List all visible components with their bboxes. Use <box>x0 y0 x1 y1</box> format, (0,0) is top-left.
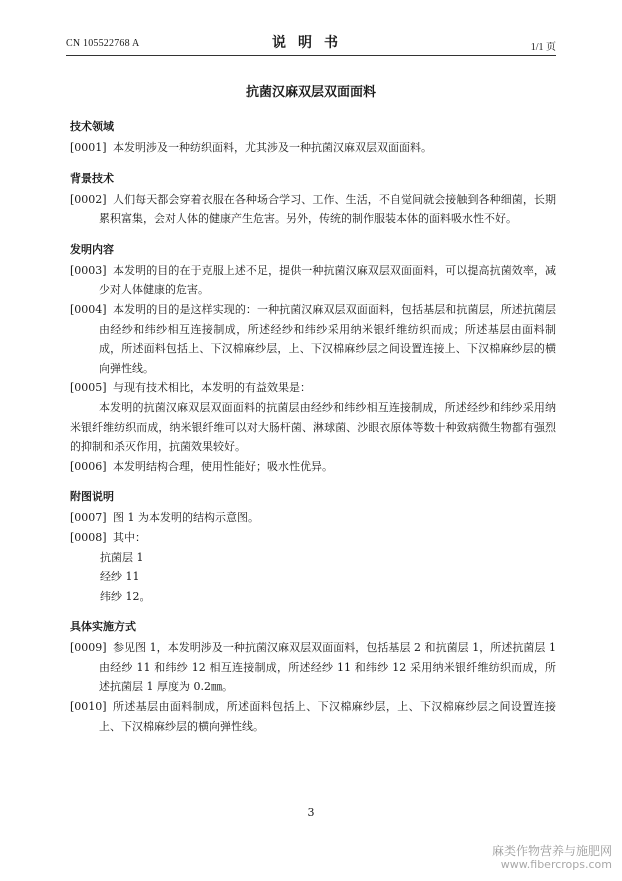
page-number: 3 <box>307 806 315 819</box>
paragraph-0006 <box>70 457 556 477</box>
paragraph-text: 本发明涉及一种纺织面料，尤其涉及一种抗菌汉麻双层双面面料。 <box>113 141 432 154</box>
paragraph-0004 <box>70 300 556 378</box>
section-drawings <box>70 488 556 606</box>
watermark <box>492 844 612 872</box>
publication-number: CN 105522768 A <box>66 38 140 49</box>
paragraph-text: 人们每天都会穿着衣服在各种场合学习、工作、生活，不自觉间就会接触到各种细菌，长期累积富集，会对人体的健康产生危害。另外，传统的制作服装本体的面料吸水性不好。 <box>99 192 556 226</box>
paragraph-number: [0009] <box>70 641 107 655</box>
paragraph-text: 本发明结构合理，使用性能好；吸水性优异。 <box>113 459 333 473</box>
paragraph-number: [0007] <box>70 511 107 525</box>
watermark-url: www.fibercrops.com <box>500 858 612 871</box>
paragraph-text: 与现有技术相比，本发明的有益效果是： <box>113 381 311 395</box>
paragraph-text: 所述基层由面料制成，所述面料包括上、下汉棉麻纱层，上、下汉棉麻纱层之间设置连接上、下汉棉麻纱层的横向弹性线。 <box>99 700 556 733</box>
paragraph-0010 <box>70 697 556 736</box>
page-fraction: 1/1 页 <box>530 42 556 53</box>
document-title: 抗菌汉麻双层双面面料 <box>245 85 376 100</box>
section-background <box>70 170 556 229</box>
paragraph-text: 图 1 为本发明的结构示意图。 <box>113 511 259 525</box>
paragraph-0005 <box>70 378 556 398</box>
paragraph-0002 <box>70 190 556 229</box>
document-body <box>70 118 556 736</box>
section-heading: 具体实施方式 <box>70 620 136 634</box>
reference-item: 经纱 11 <box>100 570 140 584</box>
paragraph-text: 参见图 1，本发明涉及一种抗菌汉麻双层双面面料，包括基层 2 和抗菌层 1，所述抗菌层 1 由经纱 11 和纬纱 12 相互连接制成，所述经纱 11 和纬纱 12 采用纳米银纤维纺织而成，所述抗菌层 1 厚度为 0.2㎜。 <box>99 641 556 694</box>
section-heading: 技术领域 <box>70 120 114 133</box>
paragraph-number: [0005] <box>70 381 107 395</box>
paragraph-0005-continuation: 本发明的抗菌汉麻双层双面面料的抗菌层由经纱和纬纱相互连接制成，所述经纱和纬纱采用纳米银纤维纺织而成，纳米银纤维可以对大肠杆菌、淋球菌、沙眼衣原体等数十种致病微生物都有强烈的抑制和杀灭作用，抗菌效果较好。 <box>70 400 556 454</box>
paragraph-text: 本发明的目的在于克服上述不足，提供一种抗菌汉麻双层双面面料，可以提高抗菌效率，减少对人体健康的危害。 <box>99 263 556 297</box>
reference-item: 纬纱 12。 <box>100 589 151 603</box>
paragraph-number: [0001] <box>70 141 107 154</box>
document-type: 说明书 <box>272 35 350 51</box>
section-heading: 发明内容 <box>70 242 114 256</box>
section-embodiment <box>70 618 556 736</box>
paragraph-0001 <box>70 138 556 158</box>
paragraph-number: [0006] <box>70 459 107 473</box>
paragraph-text: 其中： <box>113 530 146 544</box>
paragraph-0008 <box>70 528 556 548</box>
section-summary <box>70 241 556 477</box>
reference-item: 抗菌层 1 <box>100 550 144 564</box>
paragraph-number: [0004] <box>70 302 107 316</box>
page-header <box>66 32 556 52</box>
paragraph-number: [0008] <box>70 530 107 544</box>
section-heading: 附图说明 <box>70 490 114 504</box>
paragraph-0003 <box>70 261 556 300</box>
paragraph-number: [0003] <box>70 263 107 277</box>
paragraph-text: 本发明的目的是这样实现的：一种抗菌汉麻双层双面面料，包括基层和抗菌层，所述抗菌层由经纱和纬纱相互连接制成，所述经纱和纬纱采用纳米银纤维纺织而成；所述基层由面料制成，所述面料包括上、下汉棉麻纱层，上、下汉棉麻纱层之间设置连接上、下汉棉麻纱层的横向弹性线。 <box>99 302 556 375</box>
paragraph-0009 <box>70 638 556 697</box>
section-heading: 背景技术 <box>70 171 114 185</box>
section-technical-field <box>70 118 556 158</box>
paragraph-0007 <box>70 508 556 528</box>
watermark-site-name: 麻类作物营养与施肥网 <box>491 844 612 858</box>
paragraph-number: [0002] <box>70 192 107 206</box>
paragraph-number: [0010] <box>70 700 107 714</box>
header-divider <box>66 55 556 56</box>
